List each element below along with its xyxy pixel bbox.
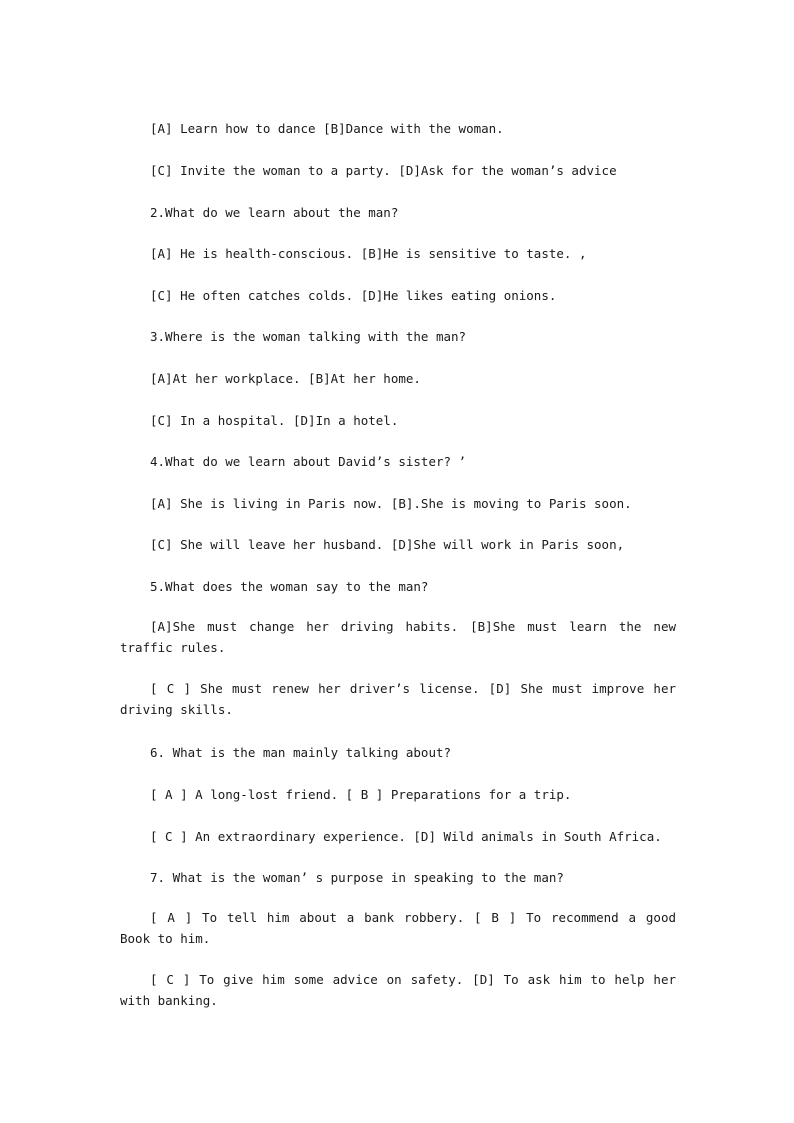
q4-question: 4.What do we learn about David’s sister? ’ [150, 454, 467, 469]
q5-options-ab: [A]She must change her driving habits. [B]She must learn the new traffic rules. [120, 619, 676, 655]
q6-options-cd: [ C ] An extraordinary experience. [D] Wild animals in South Africa. [150, 829, 662, 844]
q6-question: 6. What is the man mainly talking about? [150, 745, 452, 760]
q5-options-cd: [ C ] She must renew her driver’s license. [D] She must improve her driving skills. [120, 681, 676, 717]
q1-options-ab: [A] Learn how to dance [B]Dance with the woman. [150, 121, 504, 136]
q7-options-cd: [ C ] To give him some advice on safety. [D] To ask him to help her with banking. [120, 972, 676, 1008]
q4-options-cd: [C] She will leave her husband. [D]She will work in Paris soon, [150, 537, 625, 552]
q3-options-ab: [A]At her workplace. [B]At her home. [150, 371, 421, 386]
q4-options-ab: [A] She is living in Paris now. [B].She is moving to Paris soon. [150, 496, 632, 511]
q7-question: 7. What is the woman’ s purpose in speaking to the man? [150, 870, 564, 885]
q7-options-ab: [ A ] To tell him about a bank robbery. [ B ] To recommend a good Book to him. [120, 910, 676, 946]
q6-options-ab: [ A ] A long-lost friend. [ B ] Preparations for a trip. [150, 787, 572, 802]
q2-options-ab: [A] He is health-conscious. [B]He is sensitive to taste. , [150, 246, 587, 261]
q1-options-cd: [C] Invite the woman to a party. [D]Ask for the woman’s advice [150, 163, 617, 178]
q2-options-cd: [C] He often catches colds. [D]He likes eating onions. [150, 288, 557, 303]
q5-question: 5.What does the woman say to the man? [150, 579, 429, 594]
q3-options-cd: [C] In a hospital. [D]In a hotel. [150, 413, 399, 428]
q3-question: 3.Where is the woman talking with the man? [150, 329, 467, 344]
q2-question: 2.What do we learn about the man? [150, 205, 399, 220]
